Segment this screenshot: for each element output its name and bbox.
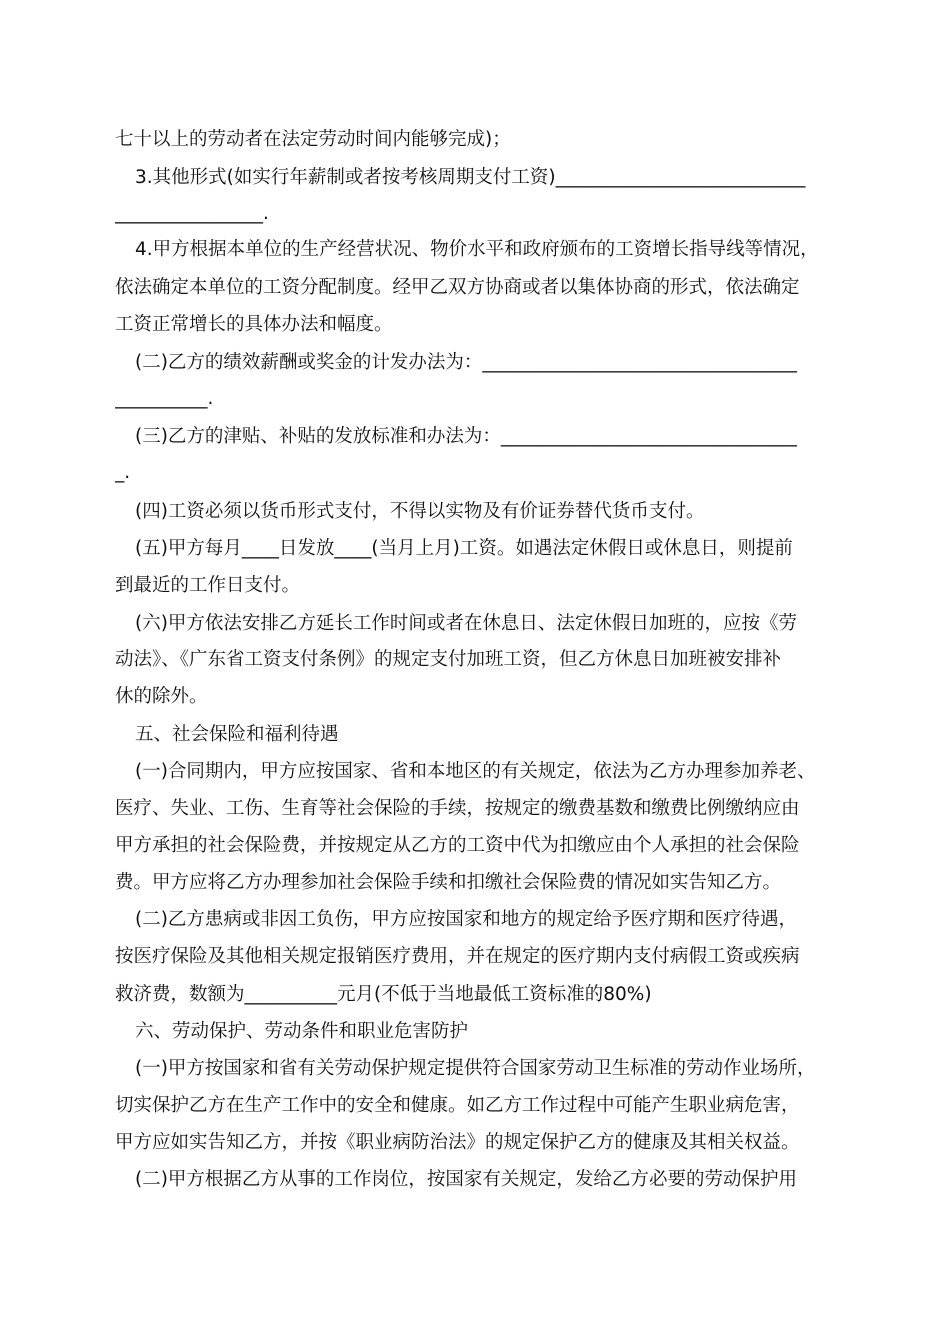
text-line: (五)甲方每月____日发放____(当月上月)工资。如遇法定休假日或休息日，则提前 — [135, 538, 793, 559]
text-line: (四)工资必须以货币形式支付，不得以实物及有价证券替代货币支付。 — [135, 501, 705, 522]
text-line: 3.其他形式(如实行年薪制或者按考核周期支付工资)___________________________ — [135, 167, 806, 188]
text-line: 工资正常增长的具体办法和幅度。 — [115, 314, 393, 335]
text-line: (一)甲方按国家和省有关劳动保护规定提供符合国家劳动卫生标准的劳动作业场所， — [135, 1058, 816, 1079]
text-line: 甲方应如实告知乙方，并按《职业病防治法》的规定保护乙方的健康及其相关权益。 — [115, 1132, 800, 1153]
text-line: (三)乙方的津贴、补贴的发放标准和办法为：________________________________ — [135, 426, 797, 447]
text-line: __________. — [115, 388, 214, 409]
text-line: 休的除外。 — [115, 686, 208, 707]
text-line: 甲方承担的社会保险费，并按规定从乙方的工资中代为扣缴应由个人承担的社会保险 — [115, 835, 800, 856]
text-line: (二)甲方根据乙方从事的工作岗位，按国家有关规定，发给乙方必要的劳动保护用 — [135, 1169, 797, 1190]
text-line: 按医疗保险及其他相关规定报销医疗费用，并在规定的医疗期内支付病假工资或疾病 — [115, 946, 800, 967]
text-line: 七十以上的劳动者在法定劳动时间内能够完成)； — [115, 129, 511, 150]
section-heading: 六、劳动保护、劳动条件和职业危害防护 — [135, 1021, 469, 1042]
text-line: (六)甲方依法安排乙方延长工作时间或者在休息日、法定休假日加班的，应按《劳 — [135, 613, 797, 634]
section-heading: 五、社会保险和福利待遇 — [135, 724, 339, 745]
text-line: (二)乙方患病或非因工负伤，甲方应按国家和地方的规定给予医疗期和医疗待遇， — [135, 909, 797, 930]
text-line: (一)合同期内，甲方应按国家、省和本地区的有关规定，依法为乙方办理参加养老、 — [135, 761, 816, 782]
text-line: 到最近的工作日支付。 — [115, 575, 301, 596]
text-line: 费。甲方应将乙方办理参加社会保险手续和扣缴社会保险费的情况如实告知乙方。 — [115, 872, 782, 893]
text-line: _. — [115, 462, 131, 483]
text-line: 救济费，数额为__________元月(不低于当地最低工资标准的80%) — [115, 984, 652, 1005]
text-line: 依法确定本单位的工资分配制度。经甲乙双方协商或者以集体协商的形式，依法确定 — [115, 277, 800, 298]
text-line: ________________. — [115, 203, 269, 224]
text-line: 切实保护乙方在生产工作中的安全和健康。如乙方工作过程中可能产生职业病危害， — [115, 1095, 800, 1116]
text-line: 医疗、失业、工伤、生育等社会保险的手续，按规定的缴费基数和缴费比例缴纳应由 — [115, 798, 800, 819]
text-line: 4.甲方根据本单位的生产经营状况、物价水平和政府颁布的工资增长指导线等情况， — [135, 239, 819, 260]
text-line: 动法》、《广东省工资支付条例》的规定支付加班工资，但乙方休息日加班被安排补 — [115, 649, 782, 670]
text-line: (二)乙方的绩效薪酬或奖金的计发办法为：__________________________________ — [135, 352, 797, 373]
